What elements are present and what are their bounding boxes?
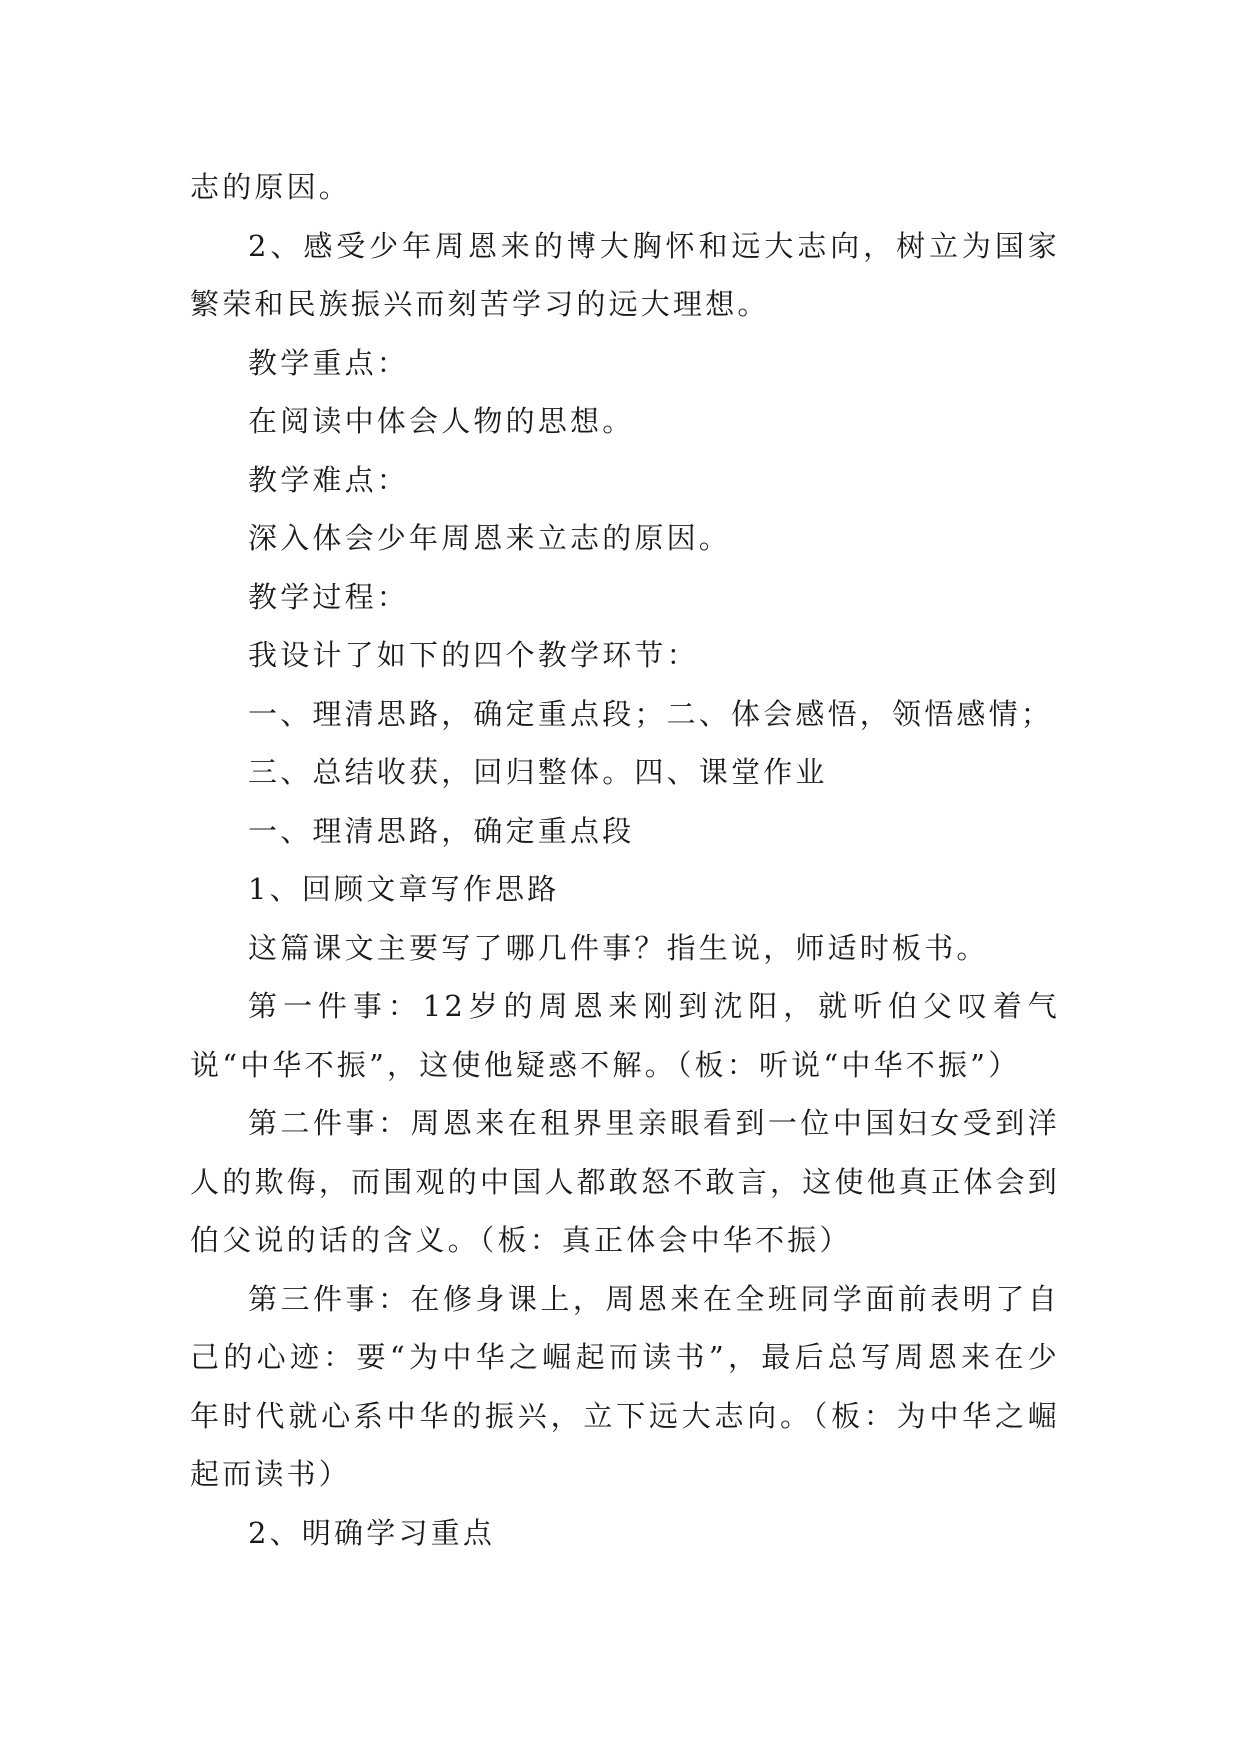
document-body	[190, 158, 1060, 1562]
subsection-heading: 1、回顾文章写作思路	[248, 872, 560, 906]
section-heading: 教学过程：	[248, 579, 410, 614]
paragraph: 深入体会少年周恩来立志的原因。	[248, 521, 732, 555]
paragraph: 第二件事：周恩来在租界里亲眼看到一位中国妇女受到洋人的欺侮，而围观的中国人都敢怒不敢言，这使他真正体会到伯父说的话的含义。（板：真正体会中华不振）	[190, 1106, 1060, 1257]
section-heading: 一、理清思路，确定重点段	[248, 813, 635, 848]
paragraph: 这篇课文主要写了哪几件事？指生说，师适时板书。	[248, 930, 989, 965]
paragraph: 第三件事：在修身课上，周恩来在全班同学面前表明了自己的心迹：要“为中华之崛起而读书”，最后总写周恩来在少年时代就心系中华的振兴，立下远大志向。（板：为中华之崛起而读书）	[190, 1281, 1060, 1491]
paragraph: 2、感受少年周恩来的博大胸怀和远大志向，树立为国家繁荣和民族振兴而刻苦学习的远大理想。	[190, 228, 1060, 321]
paragraph: 志的原因。	[190, 170, 352, 204]
paragraph: 一、理清思路，确定重点段；二、体会感悟，领悟感情；	[248, 696, 1054, 731]
paragraph: 第一件事：12岁的周恩来刚到沈阳，就听伯父叹着气说“中华不振”，这使他疑惑不解。（板：听说“中华不振”）	[190, 989, 1060, 1082]
paragraph: 我设计了如下的四个教学环节：	[248, 638, 699, 672]
section-heading: 教学难点：	[248, 462, 410, 497]
paragraph: 在阅读中体会人物的思想。	[248, 404, 635, 438]
subsection-heading: 2、明确学习重点	[248, 1515, 496, 1550]
section-heading: 教学重点：	[248, 345, 410, 380]
paragraph: 三、总结收获，回归整体。四、课堂作业	[248, 755, 828, 789]
